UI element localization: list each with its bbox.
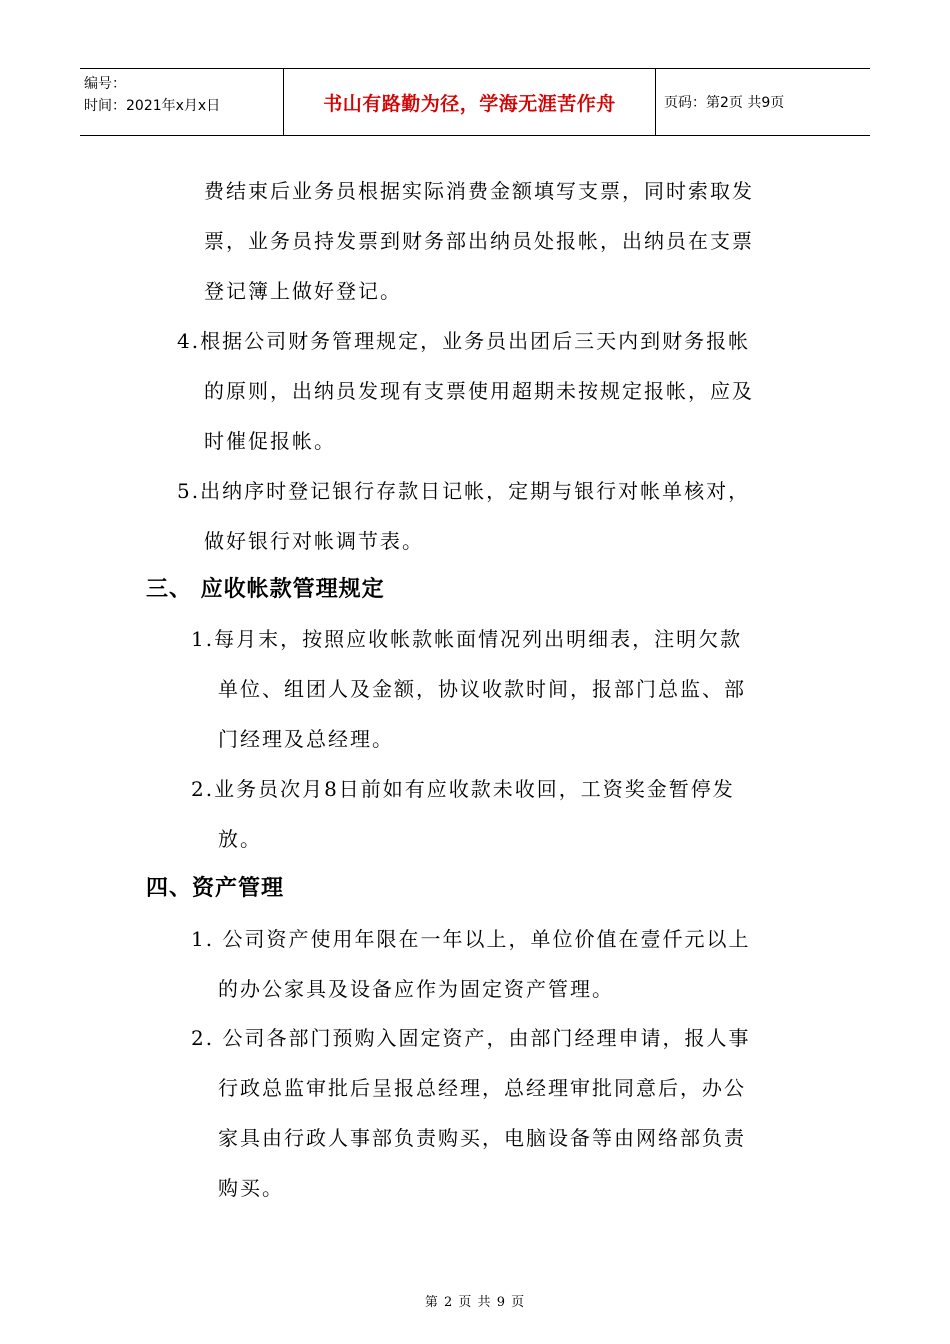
header-page-info: 页码：第2页 共9页 — [664, 95, 785, 111]
page-footer: 第 2 页 共 9 页 — [424, 1295, 526, 1310]
text-line: 2. 公司各部门预购入固定资产，由部门经理申请，报人事 — [191, 1026, 751, 1050]
header-left-cell — [80, 69, 283, 135]
paragraph-item-5 — [177, 466, 750, 566]
header-motto: 书山有路勤为径，学海无涯苦作舟 — [323, 92, 616, 115]
section-4-item-2 — [191, 1013, 750, 1213]
text-line: 2.业务员次月8日前如有应收款未收回，工资奖金暂停发 — [191, 777, 735, 801]
section-3-item-1 — [191, 614, 746, 764]
text-line: 5.出纳序时登记银行存款日记帐，定期与银行对帐单核对， — [177, 479, 751, 503]
text-line: 1.每月末，按照应收帐款帐面情况列出明细表，注明欠款 — [191, 627, 743, 651]
document-time-label: 时间：2021年x月x日 — [84, 98, 221, 114]
section-3-item-2 — [191, 764, 735, 864]
text-line: 费结束后业务员根据实际消费金额填写支票，同时索取发 — [204, 179, 754, 203]
section-heading-3: 三、 应收帐款管理规定 — [146, 577, 385, 602]
text-line: 做好银行对帐调节表。 — [204, 529, 424, 553]
header-motto-cell — [283, 69, 656, 135]
text-line: 放。 — [218, 827, 262, 851]
document-number-label: 编号： — [84, 76, 126, 92]
header-page-cell — [656, 69, 870, 135]
section-4-item-1 — [191, 914, 750, 1014]
text-line: 门经理及总经理。 — [218, 727, 394, 751]
text-line: 时催促报帐。 — [204, 429, 336, 453]
paragraph-item-4 — [177, 316, 754, 466]
text-line: 1. 公司资产使用年限在一年以上，单位价值在壹仟元以上 — [191, 927, 751, 951]
text-line: 票，业务员持发票到财务部出纳员处报帐，出纳员在支票 — [204, 229, 754, 253]
text-line: 的办公家具及设备应作为固定资产管理。 — [218, 977, 614, 1001]
text-line: 单位、组团人及金额，协议收款时间，报部门总监、部 — [218, 677, 746, 701]
text-line: 4.根据公司财务管理规定，业务员出团后三天内到财务报帐 — [177, 329, 751, 353]
paragraph-continuation — [204, 166, 754, 316]
section-heading-4: 四、资产管理 — [146, 876, 285, 901]
text-line: 行政总监审批后呈报总经理，总经理审批同意后，办公 — [218, 1076, 746, 1100]
text-line: 登记簿上做好登记。 — [204, 279, 402, 303]
text-line: 家具由行政人事部负责购买，电脑设备等由网络部负责 — [218, 1126, 746, 1150]
page-header — [80, 68, 870, 136]
text-line: 的原则，出纳员发现有支票使用超期未按规定报帐，应及 — [204, 379, 754, 403]
text-line: 购买。 — [218, 1176, 284, 1200]
